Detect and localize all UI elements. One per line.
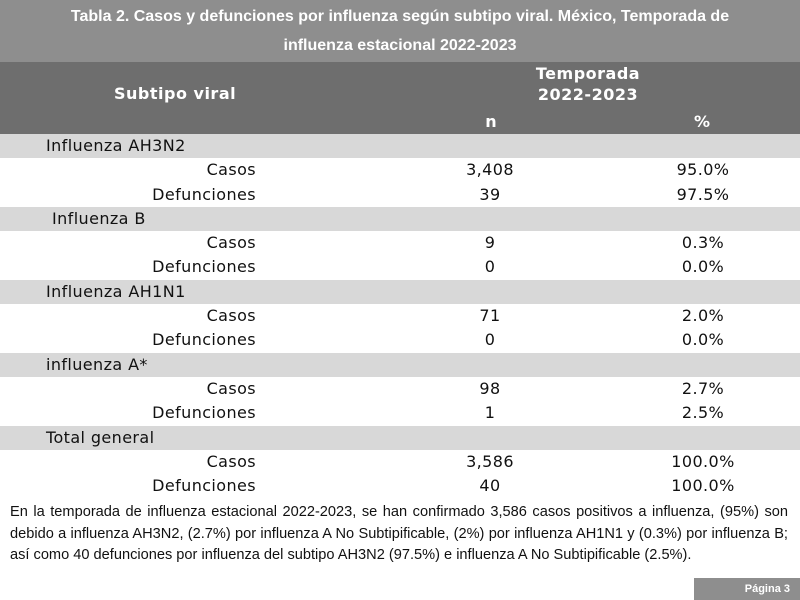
row-label: Casos <box>206 306 256 326</box>
row-n-value: 3,408 <box>466 160 514 180</box>
page-number-badge: Página 3 <box>694 578 800 600</box>
header-subtipo-viral: Subtipo viral <box>114 84 237 103</box>
table-row <box>0 328 800 352</box>
table-row <box>0 304 800 328</box>
row-percent-value: 100.0% <box>671 476 735 496</box>
group-row <box>0 134 800 158</box>
row-n-value: 1 <box>484 403 496 423</box>
header-temporada-label: Temporada <box>535 64 641 83</box>
table-row <box>0 231 800 255</box>
row-percent-value: 0.0% <box>681 257 725 277</box>
group-row <box>0 280 800 304</box>
row-label: Defunciones <box>152 403 256 423</box>
row-n-value: 3,586 <box>466 451 514 471</box>
row-n-value: 0 <box>484 257 496 277</box>
row-n-value: 0 <box>484 330 496 350</box>
group-row <box>0 426 800 450</box>
row-percent-value: 2.5% <box>681 403 725 423</box>
row-label: Casos <box>206 378 256 398</box>
table-title-line-1: Tabla 2. Casos y defunciones por influenza según subtipo viral. México, Temporada de <box>70 8 730 25</box>
row-percent-value: 97.5% <box>676 184 730 204</box>
header-temporada <box>440 63 736 105</box>
table-row <box>0 255 800 279</box>
group-label: influenza A* <box>46 354 148 374</box>
row-percent-value: 0.0% <box>681 330 725 350</box>
header-percent: % <box>693 112 711 131</box>
row-percent-value: 2.0% <box>681 306 725 326</box>
header-n: n <box>485 112 497 131</box>
header-temporada-years: 2022-2023 <box>537 85 639 104</box>
table-row <box>0 401 800 425</box>
row-percent-value: 0.3% <box>681 233 725 253</box>
summary-paragraph: En la temporada de influenza estacional 2022-2023, se han confirmado 3,586 casos positivos a influenza, (95%) son debido a influenza AH3N2, (2.7%) por influenza A No Subtipificable, (2%) por influenza AH1N1 y (0.3%) por influenza B; así como 40 defunciones por influenza del subtipo AH3N2 (97.5%) e influenza A No Subtipificable (2.5%). <box>10 504 788 563</box>
row-n-value: 9 <box>484 233 496 253</box>
group-row <box>0 207 800 231</box>
row-percent-value: 95.0% <box>676 160 730 180</box>
row-n-value: 71 <box>479 306 501 326</box>
table-title <box>0 0 800 62</box>
table-header <box>0 62 800 134</box>
row-n-value: 98 <box>479 378 501 398</box>
group-label: Influenza AH1N1 <box>46 281 186 301</box>
table-row <box>0 158 800 182</box>
table-row <box>0 377 800 401</box>
row-label: Casos <box>206 160 256 180</box>
row-n-value: 39 <box>479 184 501 204</box>
row-percent-value: 100.0% <box>671 451 735 471</box>
table-row <box>0 450 800 474</box>
row-label: Casos <box>206 233 256 253</box>
row-n-value: 40 <box>479 476 501 496</box>
table-title-line-2: influenza estacional 2022-2023 <box>283 37 517 54</box>
group-label: Total general <box>46 427 155 447</box>
group-row <box>0 353 800 377</box>
table-row <box>0 474 800 498</box>
table-body <box>0 134 800 498</box>
table-row <box>0 183 800 207</box>
row-label: Defunciones <box>152 257 256 277</box>
row-percent-value: 2.7% <box>681 378 725 398</box>
row-label: Defunciones <box>152 184 256 204</box>
group-label: Influenza AH3N2 <box>46 136 186 155</box>
group-label: Influenza B <box>52 208 146 228</box>
row-label: Defunciones <box>152 330 256 350</box>
row-label: Casos <box>206 451 256 471</box>
row-label: Defunciones <box>152 476 256 496</box>
